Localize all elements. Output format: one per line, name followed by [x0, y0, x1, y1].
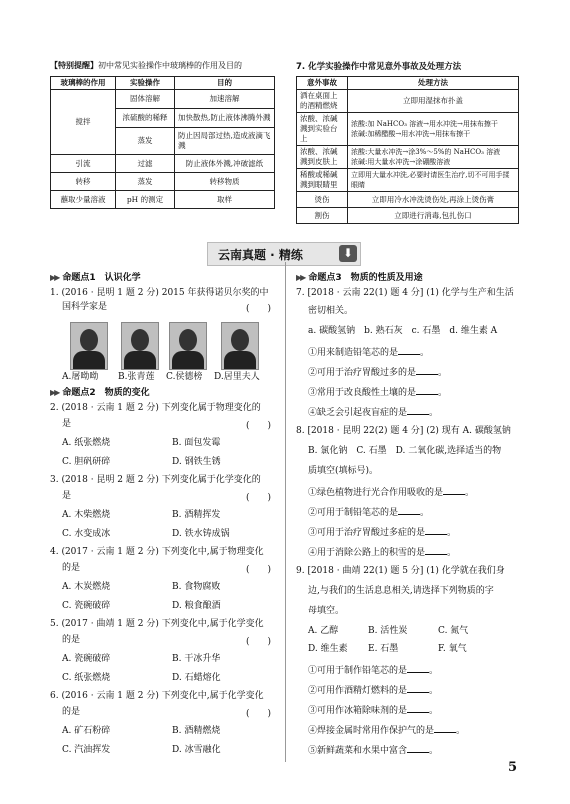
- q7-item: ①用来制造铅笔芯的是 。: [308, 345, 429, 359]
- photo-zhang-qinglian: [121, 322, 159, 370]
- q8-item: ④用于消除公路上的积雪的是 。: [308, 545, 456, 559]
- answer-blank[interactable]: [434, 723, 456, 733]
- th-role: 玻璃棒的作用: [51, 77, 116, 90]
- cell: 防止液体外溅,冲破滤纸: [175, 155, 275, 173]
- banner-title: 云南真题 · 精练: [218, 248, 303, 262]
- q6-option: B. 酒精燃烧: [172, 726, 221, 736]
- photo-marie-curie: [221, 322, 259, 370]
- q8-item: ③可用于治疗胃酸过多症的是 。: [308, 525, 456, 539]
- q9-line3: 母填空。: [308, 606, 345, 616]
- q3-line1: 3. (2018 · 昆明 2 题 2 分) 下列变化属于化学变化的: [50, 475, 261, 485]
- answer-paren: ( ): [246, 565, 272, 575]
- q5-option: A. 瓷碗破碎: [62, 654, 111, 664]
- cell: 立即进行消毒,包扎伤口: [348, 208, 519, 224]
- cell: 加速溶解: [175, 90, 275, 109]
- q7-options: a. 碳酸氢钠 b. 熟石灰 c. 石墨 d. 维生素 A: [308, 326, 498, 336]
- answer-blank[interactable]: [398, 345, 420, 355]
- note-text: 初中常见实验操作中玻璃棒的作用及目的: [98, 61, 242, 70]
- answer-blank[interactable]: [398, 505, 420, 515]
- cell: 取样: [175, 191, 275, 209]
- q9-item: ⑤新鲜蔬菜和水果中富含 。: [308, 743, 438, 757]
- q2-option: B. 面包发霉: [172, 438, 221, 448]
- answer-blank[interactable]: [443, 485, 465, 495]
- q6-line1: 6. (2016 · 云南 1 题 2 分) 下列变化中,属于化学变化: [50, 691, 264, 701]
- answer-blank[interactable]: [416, 385, 438, 395]
- q1-line2: 国科学家是: [62, 302, 108, 312]
- q1-option: C.侯德榜: [166, 372, 203, 382]
- cell: 过滤: [116, 155, 175, 173]
- section-title: 命题点2 物质的变化: [62, 388, 150, 398]
- cell: 洒在桌面上的酒精燃烧: [297, 90, 348, 113]
- cell: 加快散热,防止液体沸腾外溅: [175, 109, 275, 128]
- note-label: 【特别提醒】: [50, 60, 98, 70]
- section-title: 命题点3 物质的性质及用途: [308, 273, 423, 283]
- cell: 立即用冷水冲洗烫伤处,再涂上烫伤膏: [348, 192, 519, 208]
- answer-blank[interactable]: [425, 545, 447, 555]
- q3-line2: 是: [62, 491, 72, 501]
- q5-line1: 5. (2017 · 曲靖 1 题 2 分) 下列变化中,属于化学变化: [50, 619, 264, 629]
- q8-line3: 质填空(填标号)。: [308, 466, 379, 476]
- cell: 烫伤: [297, 192, 348, 208]
- photo-tu-youyou: [70, 322, 108, 370]
- q3-option: B. 酒精挥发: [172, 510, 221, 520]
- q4-option: C. 瓷碗破碎: [62, 601, 111, 611]
- cell: 立即用大量水冲洗,必要时请医生治疗,切不可用手揉眼睛: [348, 169, 519, 192]
- q9-item: ③可用作冰箱除味剂的是 。: [308, 703, 438, 717]
- th-operation: 实验操作: [116, 77, 175, 90]
- q9-item: ②可用作酒精灯燃料的是 。: [308, 683, 438, 697]
- answer-blank[interactable]: [407, 663, 429, 673]
- page-number: 5: [508, 760, 518, 775]
- cell: 浓酸、浓碱溅到实验台上: [297, 113, 348, 146]
- q4-option: B. 食物腐败: [172, 582, 221, 592]
- q6-option: C. 汽油挥发: [62, 745, 111, 755]
- cell: 浓硫酸的稀释: [116, 109, 175, 128]
- answer-paren: ( ): [246, 493, 272, 503]
- cell: 防止因局部过热,造成液滴飞溅: [175, 128, 275, 155]
- q2-line1: 2. (2018 · 云南 1 题 2 分) 下列变化属于物理变化的: [50, 403, 261, 413]
- cell: 引流: [51, 155, 116, 173]
- cell: 浓酸、浓碱溅到皮肤上: [297, 146, 348, 169]
- answer-paren: ( ): [246, 304, 272, 314]
- accident-table: [296, 76, 519, 224]
- section-title: 命题点1 认识化学: [62, 273, 141, 283]
- q9-line1: 9. [2018 · 曲靖 22(1) 题 5 分] (1) 化学就在我们身: [296, 566, 505, 576]
- section-heading-2: ▶▶ 命题点2 物质的变化: [50, 388, 150, 398]
- q9-line2: 边,与我们的生活息息相关,请选择下列物质的字: [308, 586, 494, 596]
- glass-rod-table: [50, 76, 275, 209]
- q5-option: D. 石蜡熔化: [172, 673, 221, 683]
- photo-hou-debang: [169, 322, 207, 370]
- answer-blank[interactable]: [425, 525, 447, 535]
- cell: pH 的测定: [116, 191, 175, 209]
- cell: 割伤: [297, 208, 348, 224]
- cell: 浓酸:大量水冲洗→涂3%～5%的 NaHCO₃ 溶液 浓碱:用大量水冲洗→涂硼酸溶液: [348, 146, 519, 169]
- cell: 浓酸:加 NaHCO₃ 溶液→用水冲洗→用抹布擦干 浓碱:加稀醋酸→用水冲洗→用抹布擦干: [348, 113, 519, 146]
- cell: 转移: [51, 173, 116, 191]
- q7-line1: 7. [2018 · 云南 22(1) 题 4 分] (1) 化学与生产和生活: [296, 288, 514, 298]
- q1-option: D.居里夫人: [214, 372, 260, 382]
- q4-line1: 4. (2017 · 云南 1 题 2 分) 下列变化中,属于物理变化: [50, 547, 264, 557]
- q6-line2: 的是: [62, 707, 81, 717]
- q6-option: A. 矿石粉碎: [62, 726, 111, 736]
- q7-item: ④缺乏会引起夜盲症的是 。: [308, 405, 438, 419]
- q9-option: E. 石墨: [368, 644, 399, 654]
- q4-option: D. 粮食酿酒: [172, 601, 221, 611]
- down-arrow-icon: ⬇: [339, 245, 357, 262]
- q1-option: A.屠呦呦: [62, 372, 99, 382]
- q9-option: F. 氧气: [438, 644, 467, 654]
- q4-option: A. 木炭燃烧: [62, 582, 111, 592]
- q4-line2: 的是: [62, 563, 81, 573]
- cell: 蘸取少量溶液: [51, 191, 116, 209]
- q2-option: C. 胆矾研碎: [62, 457, 111, 467]
- q3-option: A. 木柴燃烧: [62, 510, 111, 520]
- q7-line2: 密切相关。: [308, 306, 354, 316]
- q7-item: ②可用于治疗胃酸过多的是 。: [308, 365, 447, 379]
- q8-line2: B. 氯化钠 C. 石墨 D. 二氧化碳,选择适当的物: [308, 446, 502, 456]
- cell: 固体溶解: [116, 90, 175, 109]
- th-method: 处理方法: [348, 77, 519, 90]
- q1-option: B.张青莲: [118, 372, 155, 382]
- q2-option: D. 钢铁生锈: [172, 457, 221, 467]
- q7-item: ③常用于改良酸性土壤的是 。: [308, 385, 447, 399]
- q8-line1: 8. [2018 · 昆明 22(2) 题 4 分] (2) 现有 A. 碳酸氢钠: [296, 426, 511, 436]
- q1-line1: 1. (2016 · 昆明 1 题 2 分) 2015 年获得诺贝尔奖的中: [50, 288, 269, 298]
- answer-blank[interactable]: [407, 703, 429, 713]
- cell-stir: 搅拌: [51, 90, 116, 155]
- cell: 蒸发: [116, 128, 175, 155]
- q9-option: B. 活性炭: [368, 626, 408, 636]
- q9-item: ①可用于制作铅笔芯的是 。: [308, 663, 438, 677]
- answer-paren: ( ): [246, 637, 272, 647]
- q3-option: D. 铁水铸成锅: [172, 529, 230, 539]
- answer-paren: ( ): [246, 421, 272, 431]
- section-heading-3: ▶▶ 命题点3 物质的性质及用途: [296, 273, 423, 283]
- q9-option: A. 乙醇: [308, 626, 339, 636]
- answer-blank[interactable]: [407, 683, 429, 693]
- section-heading-1: ▶▶ 命题点1 认识化学: [50, 273, 141, 283]
- cell: 稀酸或稀碱溅到眼睛里: [297, 169, 348, 192]
- answer-blank[interactable]: [407, 743, 429, 753]
- q2-line2: 是: [62, 419, 72, 429]
- answer-paren: ( ): [246, 709, 272, 719]
- q3-option: C. 水变成冰: [62, 529, 111, 539]
- section-banner: [207, 242, 361, 266]
- q9-option: D. 维生素: [308, 644, 348, 654]
- answer-blank[interactable]: [407, 405, 429, 415]
- q9-item: ④焊接金属时常用作保护气的是 。: [308, 723, 465, 737]
- cell: 蒸发: [116, 173, 175, 191]
- q5-line2: 的是: [62, 635, 81, 645]
- q8-item: ②可用于制铅笔芯的是 。: [308, 505, 429, 519]
- q8-item: ①绿色植物进行光合作用吸收的是 。: [308, 485, 474, 499]
- cell: 立即用湿抹布扑盖: [348, 90, 519, 113]
- table-note: [50, 60, 242, 71]
- th-purpose: 目的: [175, 77, 275, 90]
- cell: 转移物质: [175, 173, 275, 191]
- q9-option: C. 氮气: [438, 626, 469, 636]
- accident-table-title: 7. 化学实验操作中常见意外事故及处理方法: [296, 62, 462, 72]
- th-accident: 意外事故: [297, 77, 348, 90]
- q5-option: B. 干冰升华: [172, 654, 221, 664]
- q2-option: A. 纸张燃烧: [62, 438, 111, 448]
- answer-blank[interactable]: [416, 365, 438, 375]
- column-divider: [285, 262, 286, 762]
- q5-option: C. 纸张燃烧: [62, 673, 111, 683]
- q6-option: D. 冰雪融化: [172, 745, 221, 755]
